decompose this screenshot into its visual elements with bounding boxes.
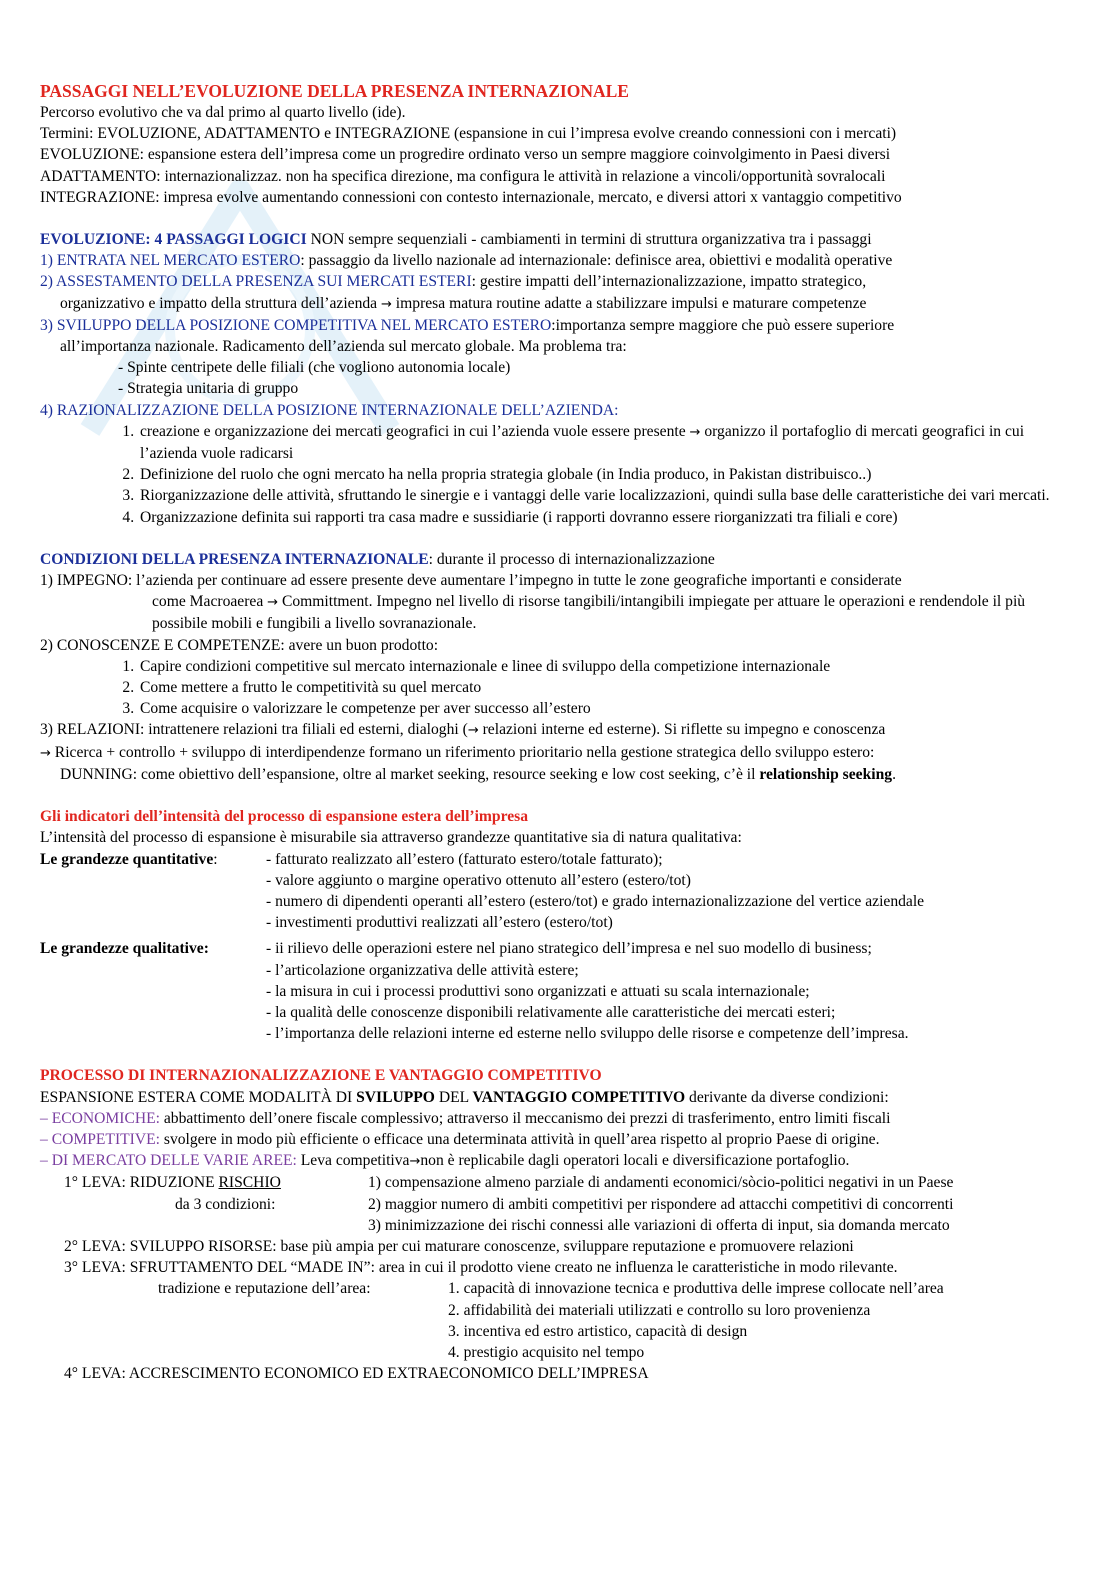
list-item: 3) minimizzazione dei rischi connessi alle variazioni di offerta di input, sia domanda mercato [368, 1216, 950, 1234]
s5-leva-1: 1° LEVA: RIDUZIONE RISCHIO da 3 condizioni: 1) compensazione almeno parziale di andamenti economici/sòcio-politici negativi in un Paese 2) maggior numero di ambiti competitivi per rispondere ad attacchi competitivi di concorrenti 3) minimizzazione dei rischi connessi alle variazioni di offerta di input, sia domanda mercato [40, 1172, 1080, 1236]
list-item: - l’importanza delle relazioni interne ed esterne nello sviluppo delle risorse e competenze dell’impresa. [266, 1025, 909, 1043]
s2-step-4: 4) RAZIONALIZZAZIONE DELLA POSIZIONE INTERNAZIONALE DELL’AZIENDA: [40, 401, 619, 419]
list-item: 3. Riorganizzazione delle attività, sfruttando le sinergie e i vantaggi delle varie localizzazioni, quindi sulla base delle caratteristiche dei vari mercati. [138, 485, 1080, 506]
s3-heading: CONDIZIONI DELLA PRESENZA INTERNAZIONALE: durante il processo di internazionalizzazione [40, 550, 715, 568]
list-item: 4. Organizzazione definita sui rapporti tra casa madre e sussidiarie (i rapporti dovranno essere riorganizzati tra filiali e core) [138, 507, 1080, 528]
list-item: - valore aggiunto o margine operativo ottenuto all’estero (estero/tot) [266, 871, 691, 889]
s4-quantitative: Le grandezze quantitative: - fatturato realizzato all’estero (fatturato estero/totale fatturato); - valore aggiunto o margine operativo ottenuto all’estero (estero/tot) - numero di dipendenti operanti all’estero (estero/tot) e grado internazionalizzazione del vertice aziendale - investimenti produttivi realizzati all’estero (estero/tot) [40, 849, 1080, 934]
s3-conoscenze: 2) CONOSCENZE E COMPETENZE: avere un buon prodotto: [40, 636, 439, 654]
list-item: 1) compensazione almeno parziale di andamenti economici/sòcio-politici negativi in un Paese [368, 1174, 954, 1192]
list-item: 1. Capire condizioni competitive sul mercato internazionale e linee di sviluppo della competizione internazionale [138, 656, 1080, 677]
s5-mercato: – DI MERCATO DELLE VARIE AREE: Leva competitiva→non è replicabile dagli operatori locali e diversificazione portafoglio. [40, 1152, 850, 1170]
s1-line-3: EVOLUZIONE: espansione estera dell’impresa come un progredire ordinato verso un sempre maggiore coinvolgimento in Paesi diversi [40, 146, 891, 164]
list-item: - la misura in cui i processi produttivi sono organizzati e attuati su scala internazionale; [266, 982, 810, 1000]
s3-impegno: 1) IMPEGNO: l’azienda per continuare ad essere presente deve aumentare l’impegno in tutte le zone geografiche importanti e considerate [40, 572, 902, 590]
s1-line-5: INTEGRAZIONE: impresa evolve aumentando connessioni con contesto internazionale, mercato, e diversi attori x vantaggio competitivo [40, 188, 902, 206]
s2-heading: EVOLUZIONE: 4 PASSAGGI LOGICI NON sempre sequenziali - cambiamenti in termini di struttura organizzativa tra i passaggi [40, 231, 872, 249]
list-item: 1. creazione e organizzazione dei mercati geografici in cui l’azienda vuole essere presente → organizzo il portafoglio di mercati geografici in cui l’azienda vuole radicarsi [138, 421, 1080, 464]
list-item: 2. Definizione del ruolo che ogni mercato ha nella propria strategia globale (in India produco, in Pakistan distribuisco..) [138, 464, 1080, 485]
list-item: 1. capacità di innovazione tecnica e produttiva delle imprese collocate nell’area [448, 1280, 944, 1298]
s3-impegno-cont: come Macroaerea → Committment. Impegno nel livello di risorse tangibili/intangibili impiegate per attuare le operazioni e rendendole il più possibile mobili e fungibili a livello sovranazionale. [152, 593, 1026, 633]
s5-leva-4: 4° LEVA: ACCRESCIMENTO ECONOMICO ED EXTRAECONOMICO DELL’IMPRESA [64, 1365, 649, 1383]
document-page [40, 80, 1080, 1384]
s5-leva-2: 2° LEVA: SVILUPPO RISORSE: base più ampia per cui maturare conoscenze, sviluppare reputazione e promuovere relazioni [64, 1237, 854, 1255]
arrow-icon: → [40, 745, 51, 761]
s2-step-2: 2) ASSESTAMENTO DELLA PRESENZA SUI MERCATI ESTERI: gestire impatti dell’internazionalizzazione, impatto strategico, [40, 273, 867, 291]
s5-leva-3-list: tradizione e reputazione dell’area: 1. capacità di innovazione tecnica e produttiva delle imprese collocate nell’area 2. affidabilità dei materiali utilizzati e controllo su loro provenienza 3. incentiva ed estro artistico, capacità di design 4. prestigio acquisito nel tempo [40, 1278, 1080, 1363]
s1-line-1: Percorso evolutivo che va dal primo al quarto livello (ide). [40, 104, 406, 121]
s3-relazioni: 3) RELAZIONI: intrattenere relazioni tra filiali ed esterni, dialoghi (→ relazioni interne ed esterne). Si riflette su impegno e conoscenza [40, 721, 886, 739]
s2-step-4-list [40, 421, 1080, 528]
s2-step-3-cont: all’importanza nazionale. Radicamento dell’azienda sul mercato globale. Ma problema tra: [60, 338, 627, 356]
list-item: - ii rilievo delle operazioni estere nel piano strategico dell’impresa e nel suo modello di business; [266, 940, 872, 958]
list-item: - fatturato realizzato all’estero (fatturato estero/totale fatturato); [266, 850, 663, 868]
arrow-icon: → [381, 296, 392, 312]
s3-ricerca: → Ricerca + controllo + sviluppo di interdipendenze formano un riferimento prioritario nella gestione strategica dello sviluppo estero: [40, 743, 875, 761]
s2-step-3-sub-2: - Strategia unitaria di gruppo [118, 380, 299, 398]
s2-step-2-cont: organizzativo e impatto della struttura dell’azienda → impresa matura routine adatte a stabilizzare impulsi e maturare competenze [60, 294, 867, 312]
s3-dunning: DUNNING: come obiettivo dell’espansione, oltre al market seeking, resource seeking e low cost seeking, c’è il relationship seeking. [60, 765, 896, 783]
s5-intro: ESPANSIONE ESTERA COME MODALITÀ DI SVILUPPO DEL VANTAGGIO COMPETITIVO derivante da diverse condizioni: [40, 1088, 889, 1106]
s2-step-1: 1) ENTRATA NEL MERCATO ESTERO: passaggio da livello nazionale ad internazionale: definisce area, obiettivi e modalità operative [40, 252, 893, 270]
list-item: - numero di dipendenti operanti all’estero (estero/tot) e grado internazionalizzazione del vertice aziendale [266, 892, 925, 910]
list-item: 3. incentiva ed estro artistico, capacità di design [448, 1322, 748, 1340]
s5-competitive: – COMPETITIVE: svolgere in modo più efficiente o efficace una determinata attività in quell’area rispetto al proprio Paese di origine. [40, 1130, 880, 1148]
s2-step-3-sub-1: - Spinte centripete delle filiali (che vogliono autonomia locale) [118, 359, 511, 377]
s3-conoscenze-list [40, 656, 1080, 720]
list-item: - l’articolazione organizzativa delle attività estere; [266, 961, 579, 979]
s5-economiche: – ECONOMICHE: abbattimento dell’onere fiscale complessivo; attraverso il meccanismo dei prezzi di trasferimento, entro limiti fiscali [40, 1109, 891, 1127]
s1-line-4: ADATTAMENTO: internazionalizzaz. non ha specifica direzione, ma configura le attività in relazione a vincoli/opportunità sovralocali [40, 167, 886, 185]
list-item: - investimenti produttivi realizzati all’estero (estero/tot) [266, 914, 613, 932]
list-item: 2) maggior numero di ambiti competitivi per rispondere ad attacchi competitivi di concorrenti [368, 1195, 954, 1213]
list-item: - la qualità delle conoscenze disponibili relativamente alle caratteristiche dei mercati esteri; [266, 1003, 836, 1021]
arrow-icon: → [267, 595, 279, 611]
s5-leva-3: 3° LEVA: SFRUTTAMENTO DEL “MADE IN”: area in cui il prodotto viene creato ne influenza le caratteristiche in modo rilevante. [64, 1259, 898, 1277]
s4-heading: Gli indicatori dell’intensità del processo di espansione estera dell’impresa [40, 808, 529, 826]
arrow-icon: → [689, 424, 701, 440]
list-item: 2. affidabilità dei materiali utilizzati e controllo su loro provenienza [448, 1301, 871, 1319]
s1-line-2: Termini: EVOLUZIONE, ADATTAMENTO e INTEGRAZIONE (espansione in cui l’impresa evolve creando connessioni con i mercati) [40, 125, 897, 143]
arrow-icon: → [467, 723, 479, 739]
s4-intro: L’intensità del processo di espansione è misurabile sia attraverso grandezze quantitative sia di natura qualitativa: [40, 829, 742, 847]
s5-heading: PROCESSO DI INTERNAZIONALIZZAZIONE E VANTAGGIO COMPETITIVO [40, 1067, 602, 1085]
arrow-icon: → [409, 1154, 421, 1170]
list-item: 4. prestigio acquisito nel tempo [448, 1343, 645, 1361]
section-title-passaggi: PASSAGGI NELL’EVOLUZIONE DELLA PRESENZA INTERNAZIONALE [40, 81, 629, 101]
s4-qualitative: Le grandezze qualitative: - ii rilievo delle operazioni estere nel piano strategico dell’impresa e nel suo modello di business; - l’articolazione organizzativa delle attività estere; - la misura in cui i processi produttivi sono organizzati e attuati su scala internazionale; - la qualità delle conoscenze disponibili relativamente alle caratteristiche dei mercati esteri; - l’importanza delle relazioni interne ed esterne nello sviluppo delle risorse e competenze dell’impresa. [40, 938, 1080, 1044]
s2-step-3: 3) SVILUPPO DELLA POSIZIONE COMPETITIVA NEL MERCATO ESTERO:importanza sempre maggiore che può essere superiore [40, 316, 895, 334]
list-item: 2. Come mettere a frutto le competitività su quel mercato [138, 677, 1080, 698]
list-item: 3. Come acquisire o valorizzare le competenze per aver successo all’estero [138, 698, 1080, 719]
